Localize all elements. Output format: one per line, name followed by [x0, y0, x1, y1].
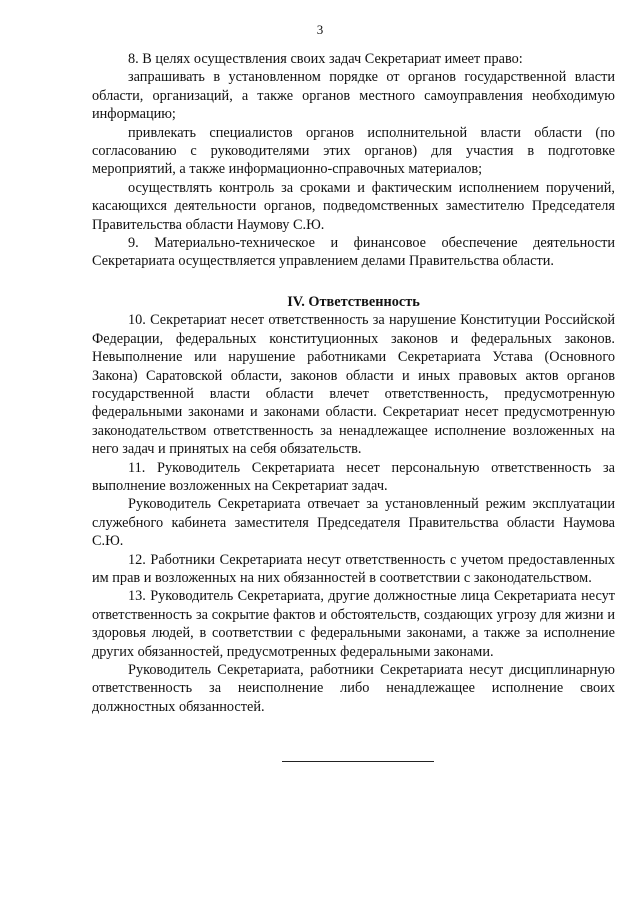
paragraph-right-request: запрашивать в установленном порядке от органов государственной власти области, организаций, а также органов местного самоуправления необходимую информацию;: [92, 69, 615, 123]
paragraph-12: 12. Работники Секретариата несут ответственность с учетом предоставленных им прав и возложенных на них обязанностей в соответствии с законодательством.: [92, 551, 615, 586]
paragraph-8: 8. В целях осуществления своих задач Секретариат имеет право:: [128, 51, 523, 67]
paragraph-13: 13. Руководитель Секретариата, другие должностные лица Секретариата несут ответственность за сокрытие фактов и обстоятельств, создающих угрозу для жизни и здоровья людей, в соответствии с федеральными законами, а также за исполнение других обязанностей, предусмотренных федеральными законами.: [92, 588, 615, 660]
section-gap: [92, 271, 615, 282]
paragraph-11: 11. Руководитель Секретариата несет персональную ответственность за выполнение возложенных на Секретариат задач.: [92, 459, 615, 494]
paragraph-10: 10. Секретариат несет ответственность за нарушение Конституции Российской Федерации, федеральных конституционных законов и федеральных законов. Невыполнение или нарушение работниками Секретариата Устава (Основного Закона) Саратовской области, законов области и иных правовых актов органов государственной власти области влечет ответственность, предусмотренную федеральными законами и законами области. Секретариат несет предусмотренную законодательством ответственность за ненадлежащее исполнение возложенных на него задач и принятых на себя обязательств.: [92, 312, 615, 458]
paragraph-11-cabinet: Руководитель Секретариата отвечает за установленный режим эксплуатации служебного кабинета заместителя Председателя Правительства области Наумова С.Ю.: [92, 496, 615, 550]
paragraph-right-control: осуществлять контроль за сроками и фактическим исполнением поручений, касающихся деятельности органов, подведомственных заместителю Председателя Правительства области Наумову С.Ю.: [92, 179, 615, 233]
paragraph-right-involve: привлекать специалистов органов исполнительной власти области (по согласованию с руководителями этих органов) для участия в подготовке мероприятий, а также информационно-справочных материалов;: [92, 124, 615, 178]
paragraph-9: 9. Материально-техническое и финансовое обеспечение деятельности Секретариата осуществляется управлением делами Правительства области.: [92, 235, 615, 270]
section-heading: IV. Ответственность: [287, 293, 420, 310]
page-number: 3: [316, 22, 324, 37]
document-body: [92, 50, 615, 716]
paragraph-13-discipline: Руководитель Секретариата, работники Секретариата несут дисциплинарную ответственность за неисполнение либо ненадлежащее исполнение своих должностных обязанностей.: [92, 662, 615, 715]
end-rule: [282, 761, 434, 762]
